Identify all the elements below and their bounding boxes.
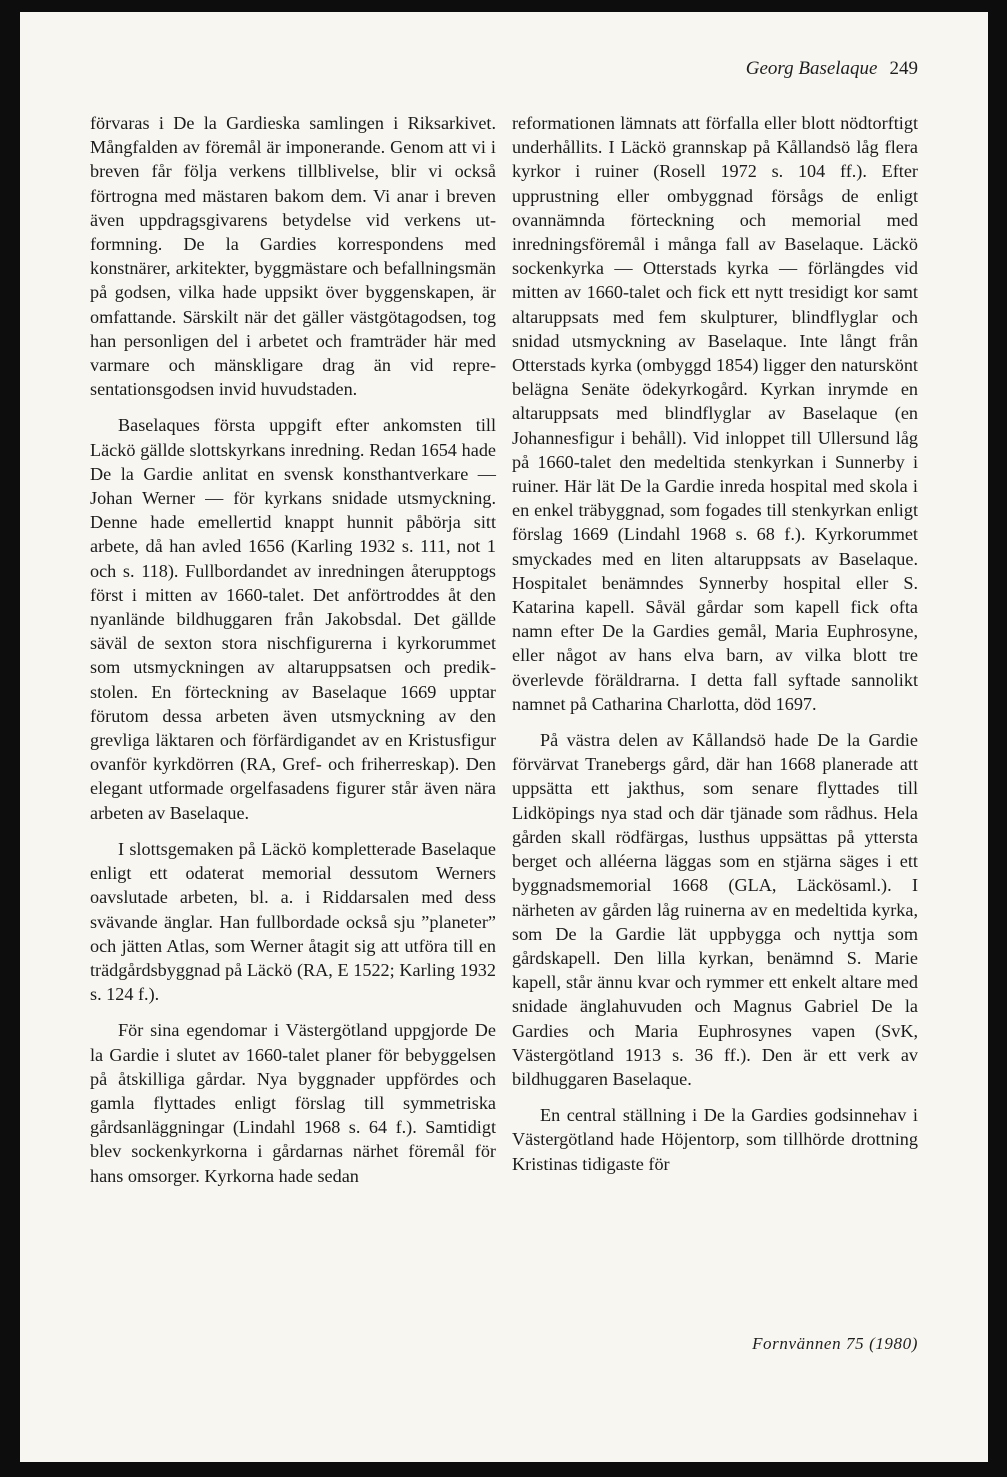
paragraph: förvaras i De la Gardieska samlingen i Riksarkivet. Mångfalden av föremål är imponerande. Genom att vi i breven får följa verkens tillblivelse, blir vi också förtrogna med mästaren bakom dem. Vi anar i breven även uppdragsgivarens betydelse vid verkens utformning. De la Gardies korrespondens med konstnärer, arkitekter, byggmästare och befallningsmän på godsen, vilka hade uppsikt över byggenskapen, är omfattande. Särskilt när det gäller västgötagodsen, tog han personligen del i arbetet och framträder här med varmare och mänskligare drag än vid representationsgodsen invid huvudstaden. (90, 113, 496, 400)
paragraph: För sina egendomar i Västergötland uppgjorde De la Gardie i slutet av 1660-talet planer för bebyggelsen på åtskilliga gårdar. Nya byggnader uppfördes och gamla flyttades enligt förslag till symmetriska gårdsanläggningar (Lindahl 1968 s. 64 f.). Samtidigt blev sockenkyrkorna i gårdarnas närhet föremål för hans omsorger. Kyrkorna hade sedan (90, 1020, 496, 1186)
left-column (90, 111, 496, 1188)
journal-footer: Fornvännen 75 (1980) (752, 1334, 918, 1353)
running-head (746, 58, 918, 80)
paragraph: reformationen lämnats att förfalla eller blott nödtorftigt underhållits. I Läckö grannskap på Kållandsö låg flera kyrkor i ruiner (Rosell 1972 s. 104 ff.). Efter upprustning eller ombyggnad försågs de enligt ovannämnda förteckning och memorial med inredningsföremål i många fall av Baselaque. Läckö sockenkyrka — Otterstads kyrka — förlängdes vid mitten av 1660-talet och fick ett nytt tresidigt kor samt altaruppsats med fem skulpturer, blindflyglar och snidad utsmyckning av Baselaque. Inte långt från Otterstads kyrka (ombyggd 1854) ligger den naturskönt belägna Senäte ödekyrkogård. Kyrkan inrymde en altaruppsats med blindflyglar av Baselaque (en Johannesfigur i behåll). Vid inloppet till Ullersund låg på 1660-talet den medeltida stenkyrkan i Sunnerby i ruiner. Här lät De la Gardie inreda hospital med skola i en enkel träbyggnad, som fogades till stenkyrkan enligt förslag 1669 (Lindahl 1968 s. 68 f.). Kyrkorummet smyckades med en liten altaruppsats av Baselaque. Hospitalet benämndes Synnerby hospital eller S. Katarina kapell. Såväl gårdar som kapell fick ofta namn efter De la Gardies gemål, Maria Euphrosyne, eller något av hans elva barn, av vilka blott tre överlevde föräldrarna. I detta fall syftade sannolikt namnet på Catharina Charlotta, död 1697. (512, 113, 918, 714)
paragraph: En central ställning i De la Gardies godsinnehav i Västergötland hade Höjentorp, som tillhörde drottning Kristinas tidigaste för (512, 1105, 918, 1174)
document-page (20, 12, 988, 1462)
paragraph: På västra delen av Kållandsö hade De la Gardie förvärvat Tranebergs gård, där han 1668 planerade att uppsätta ett jakthus, som senare flyttades till Lidköpings nya stad och där tjänade som rådhus. Hela gården skall rödfärgas, lusthus uppsättas på yttersta berget och alléerna läggas som en stjärna säges i ett byggnadsmemorial 1668 (GLA, Läckösaml.). I närheten av gården låg ruinerna av en medeltida kyrka, som De la Gardie lät uppbygga och nyttja som gårdskapell. Den lilla kyrkan, benämnd S. Marie kapell, står ännu kvar och rymmer ett enkelt altare med snidade änglahuvuden och Magnus Gabriel De la Gardies och Maria Euphrosynes vapen (SvK, Västergötland 1913 s. 36 ff.). Den är ett verk av bildhuggaren Baselaque. (512, 730, 918, 1089)
paragraph: Baselaques första uppgift efter ankomsten till Läckö gällde slottskyrkans inredning. Redan 1654 hade De la Gardie anlitat en svensk konsthantverkare — Johan Werner — för kyrkans snidade utsmyckning. Denne hade emellertid knappt hunnit påbörja sitt arbete, då han avled 1656 (Karling 1932 s. 111, not 1 och s. 118). Fullbordandet av inredningen återupptogs först i mitten av 1660-talet. Det anförtroddes åt den nyanlände bildhuggaren från Jakobsdal. Det gällde säväl de sexton stora nischfigurerna i kyrkorummet som utsmyckningen av altaruppsatsen och predikstolen. En förteckning av Baselaque 1669 upptar förutom dessa arbeten även utsmyckning av den grevliga läktaren och förfärdigandet av en Kristusfigur ovanför kyrkdörren (RA, Gref- och friherreskap). Den elegant utformade orgelfasadens figurer står även nära arbeten av Baselaque. (90, 415, 496, 823)
paragraph: I slottsgemaken på Läckö kompletterade Baselaque enligt ett odaterat memorial dessutom Werners oavslutade arbeten, bl. a. i Riddarsalen med dess svävande änglar. Han fullbordade också sju ”planeter” och jätten Atlas, som Werner åtagit sig att utföra till en trädgårdsbyggnad på Läckö (RA, E 1522; Karling 1932 s. 124 f.). (90, 838, 496, 1005)
page-number: 249 (889, 58, 918, 79)
right-column (512, 111, 918, 1176)
header-author: Georg Baselaque (745, 58, 878, 79)
